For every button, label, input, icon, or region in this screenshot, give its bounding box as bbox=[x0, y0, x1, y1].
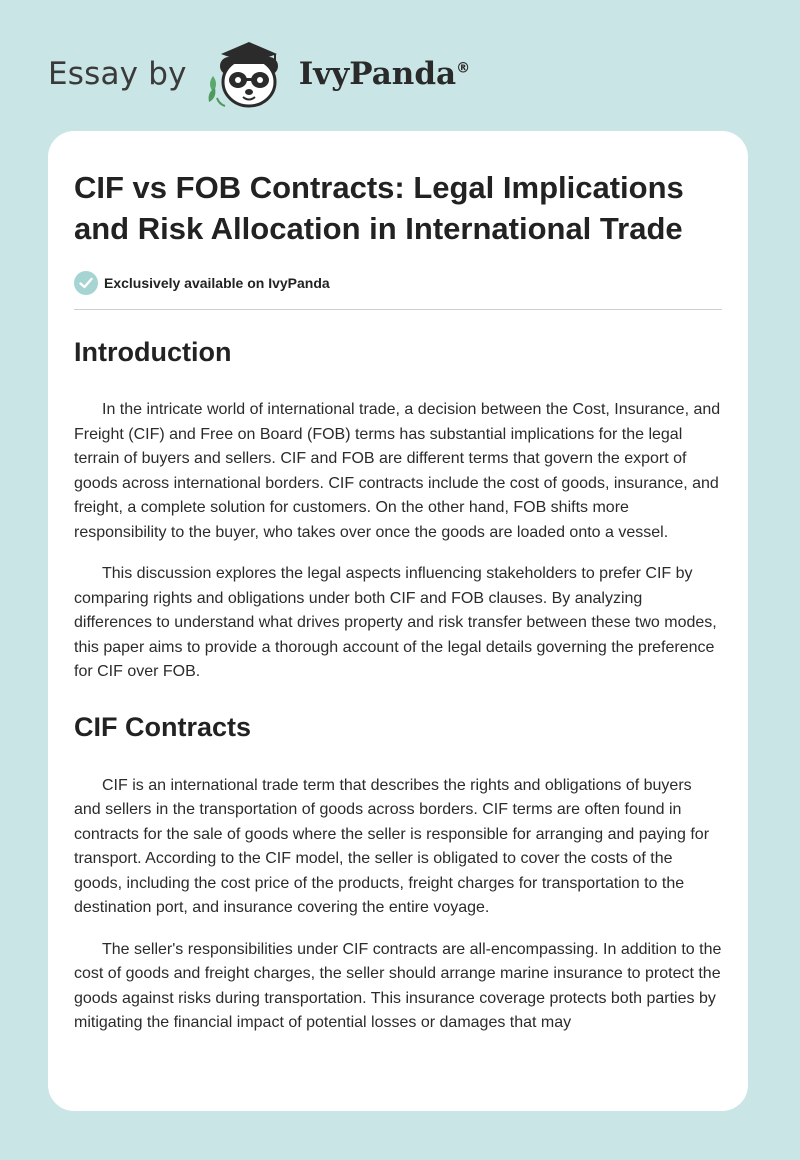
page-title: CIF vs FOB Contracts: Legal Implications and Risk Allocation in International Trade bbox=[74, 170, 684, 246]
check-circle-icon bbox=[74, 271, 98, 295]
exclusive-badge bbox=[74, 271, 722, 295]
section-introduction bbox=[74, 335, 722, 685]
site-header bbox=[48, 36, 470, 112]
section-heading: CIF Contracts bbox=[74, 711, 252, 742]
brand-name[interactable]: IvyPanda® bbox=[298, 56, 471, 92]
section-cif-contracts bbox=[74, 710, 722, 1036]
badge-label: Exclusively available on IvyPanda bbox=[104, 275, 330, 291]
panda-logo-icon bbox=[203, 36, 295, 112]
divider bbox=[74, 309, 722, 310]
paragraph: In the intricate world of international trade, a decision between the Cost, Insurance, and Freight (CIF) and Free on Board (FOB) terms has substantial implications for the legal terrain of buyers and sellers. CIF and FOB are different terms that govern the export of goods across international borders. CIF contracts include the cost of goods, insurance, and freight, a complete solution for customers. On the other hand, FOB shifts more responsibility to the buyer, who takes over once the goods are loaded onto a vessel. bbox=[74, 401, 721, 541]
registered-mark: ® bbox=[456, 60, 471, 77]
section-heading: Introduction bbox=[74, 337, 232, 367]
paragraph: CIF is an international trade term that describes the rights and obligations of buyers and sellers in the transportation of goods across borders. CIF terms are often found in contracts for the sale of goods where the seller is responsible for arranging and paying for transport. According to the CIF model, the seller is obligated to cover the costs of the goods, including the cost price of the products, freight charges for transportation to the destination port, and insurance covering the entire voyage. bbox=[74, 776, 710, 916]
paragraph: The seller's responsibilities under CIF contracts are all-encompassing. In addition to the cost of goods and freight charges, the seller should arrange marine insurance to protect the goods against risks during transportation. This insurance coverage protects both parties by mitigating the financial impact of potential losses or damages that may bbox=[74, 940, 722, 1031]
essay-by-label: Essay by bbox=[48, 56, 187, 92]
paragraph: This discussion explores the legal aspects influencing stakeholders to prefer CIF by comparing rights and obligations under both CIF and FOB clauses. By analyzing differences to understand what drives property and risk transfer between these two modes, this paper aims to provide a thorough account of the legal details governing the preference for CIF over FOB. bbox=[74, 565, 717, 680]
essay-card bbox=[48, 131, 748, 1111]
